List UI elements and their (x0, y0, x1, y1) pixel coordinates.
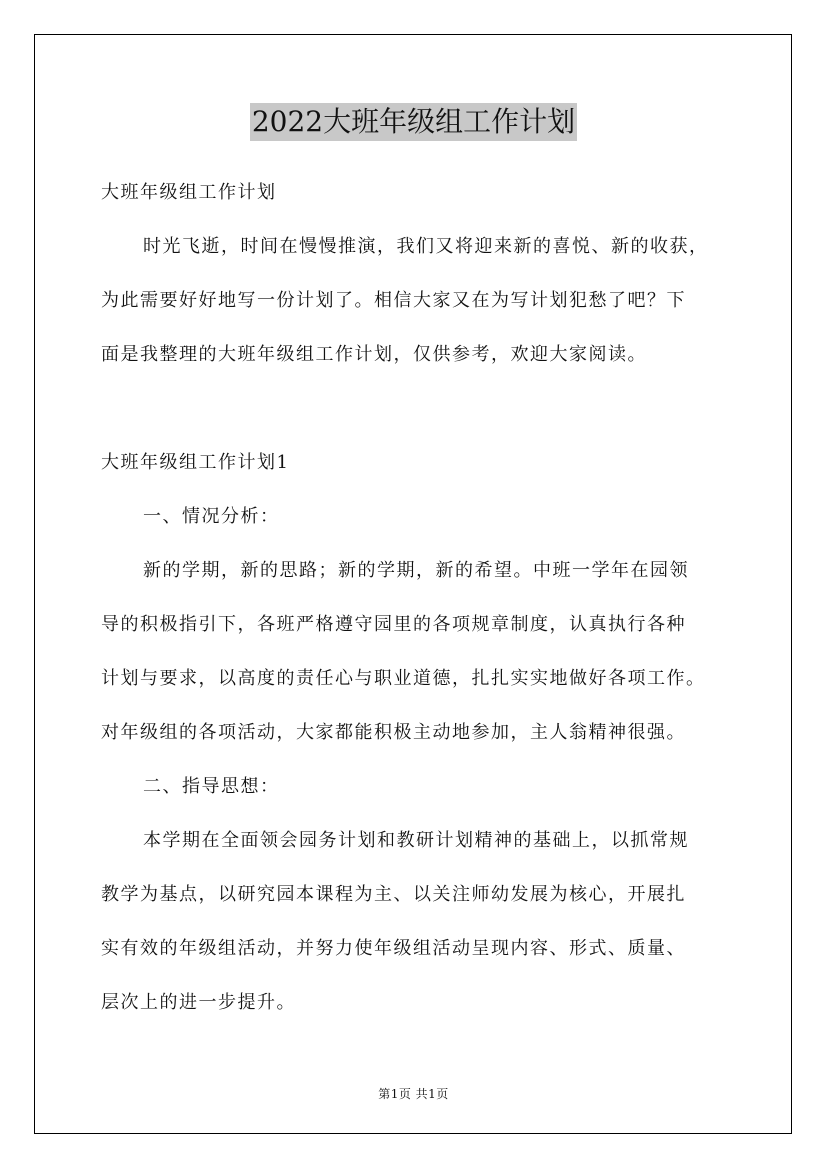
s1-line-2: 导的积极指引下，各班严格遵守园里的各项规章制度，认真执行各种 (101, 614, 686, 635)
paragraph-gap (101, 382, 741, 436)
s2-line-1: 本学期在全面领会园务计划和教研计划精神的基础上，以抓常规 (143, 830, 689, 851)
intro-line-3: 面是我整理的大班年级组工作计划，仅供参考，欢迎大家阅读。 (101, 344, 647, 365)
s1-line-1: 新的学期，新的思路；新的学期，新的希望。中班一学年在园领 (143, 560, 689, 581)
section-title: 大班年级组工作计划1 (101, 452, 290, 473)
s1-line-4: 对年级组的各项活动，大家都能积极主动地参加，主人翁精神很强。 (101, 722, 686, 743)
document-body (101, 166, 741, 1030)
s2-line-2: 教学为基点，以研究园本课程为主、以关注师幼发展为核心，开展扎 (101, 884, 686, 905)
s2-line-3: 实有效的年级组活动，并努力使年级组活动呈现内容、形式、质量、 (101, 938, 686, 959)
s2-line-4: 层次上的进一步提升。 (101, 992, 296, 1013)
intro-line-2: 为此需要好好地写一份计划了。相信大家又在为写计划犯愁了吧？下 (101, 290, 686, 311)
intro-line-1: 时光飞逝，时间在慢慢推演，我们又将迎来新的喜悦、新的收获， (143, 236, 709, 257)
page-footer: 第1页 共1页 (378, 1087, 449, 1101)
subtitle: 大班年级组工作计划 (101, 182, 277, 203)
s1-line-3: 计划与要求，以高度的责任心与职业道德，扎扎实实地做好各项工作。 (101, 668, 706, 689)
section-2-heading: 二、指导思想： (143, 776, 280, 797)
document-title: 2022大班年级组工作计划 (250, 103, 577, 141)
section-1-heading: 一、情况分析： (143, 506, 280, 527)
document-title-wrap (0, 103, 827, 141)
